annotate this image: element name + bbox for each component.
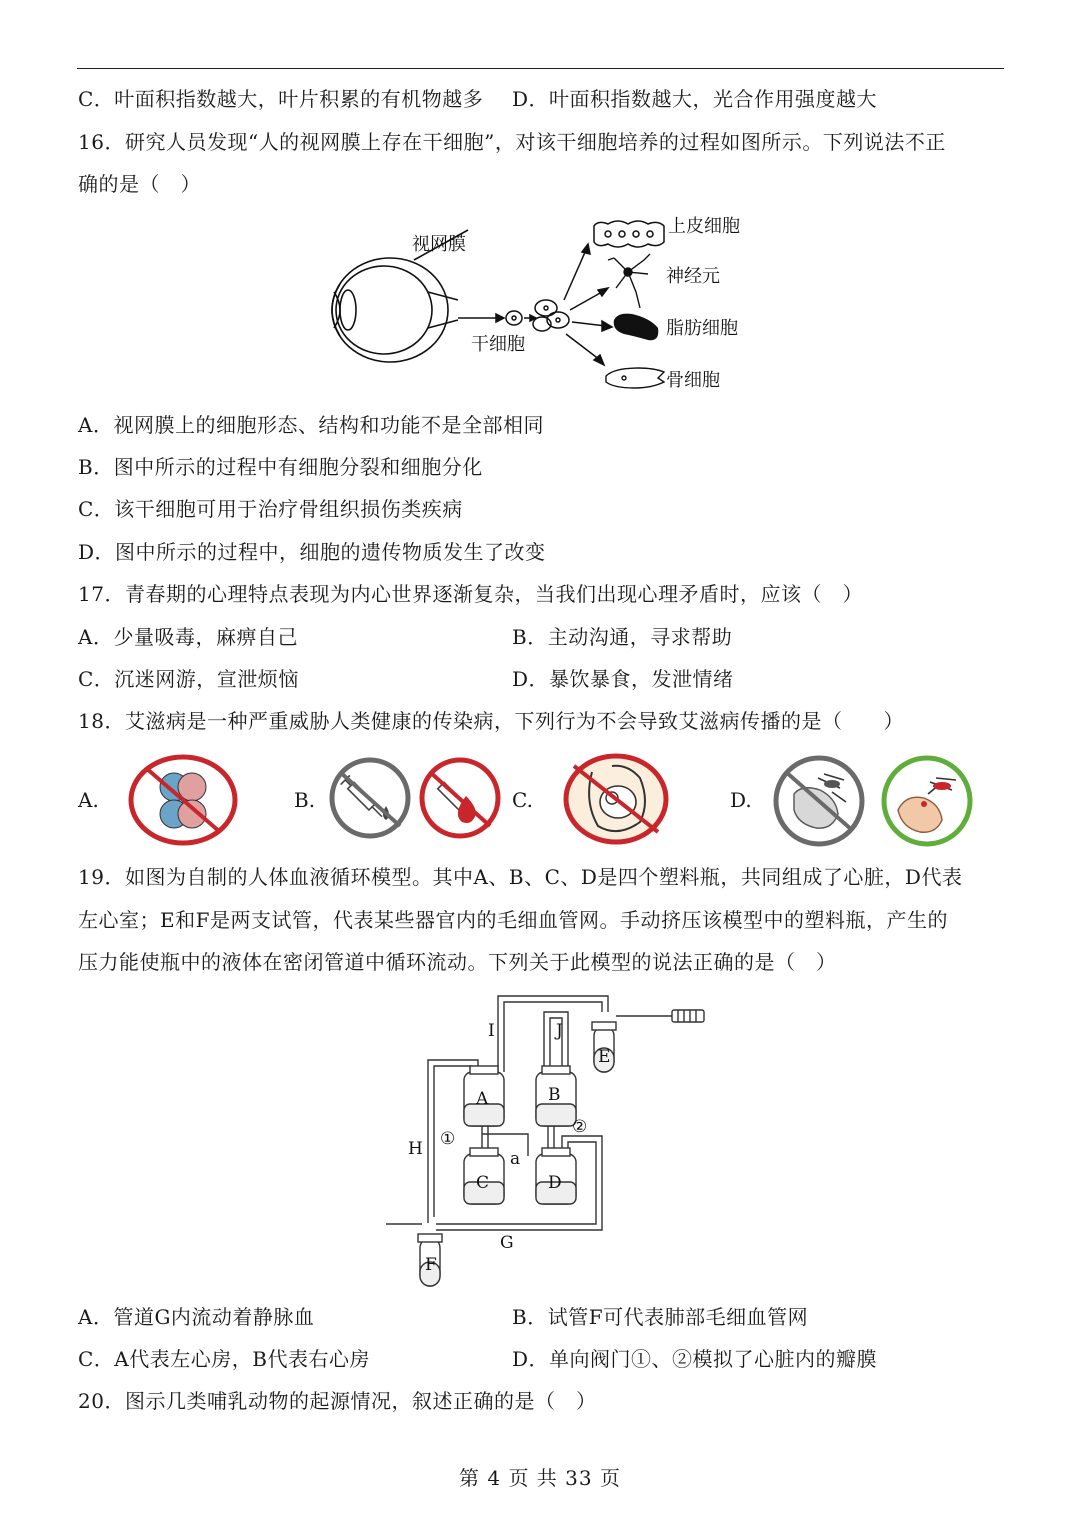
mother-to-child-icon [562,752,670,846]
bottle-d-label: D [548,1173,562,1193]
q16-stem-line1: 16．研究人员发现“人的视网膜上存在干细胞”，对该干细胞培养的过程如图所示。下列说法不正 [78,130,946,154]
page-footer: 第 4 页 共 33 页 [459,1466,621,1490]
q18-label-c: C. [512,788,533,812]
bottle-b-label: B [548,1085,561,1105]
circulation-model-figure [372,988,712,1294]
sexual-contact-icon [128,754,238,846]
q17-option-c: C．沉迷网游，宣泄烦恼 [78,667,299,691]
q16-option-b: B．图中所示的过程中有细胞分裂和细胞分化 [78,455,483,479]
q16-option-c: C．该干细胞可用于治疗骨组织损伤类疾病 [78,497,463,521]
epithelial-label: 上皮细胞 [668,216,740,237]
stem-cell-label: 干细胞 [471,334,525,355]
q19-option-c: C．A代表左心房，B代表右心房 [78,1347,370,1371]
epithelial-cell-icon [594,221,664,247]
pipe-j-label: J [556,1021,563,1041]
q16-option-a: A．视网膜上的细胞形态、结构和功能不是全部相同 [78,413,544,437]
q16-stem-line2: 确的是（ ） [78,172,201,196]
q15-option-c: C．叶面积指数越大，叶片积累的有机物越多 [78,87,484,111]
bottle-a-label: A [476,1089,489,1109]
header-rule [77,68,1004,69]
q15-option-d: D．叶面积指数越大，光合作用强度越大 [512,87,878,111]
bone-cell-label: 骨细胞 [666,370,720,391]
neuron-label: 神经元 [666,266,720,287]
q17-option-d: D．暴饮暴食，发泄情绪 [512,667,734,691]
bone-cell-icon [606,368,664,388]
valve-2-label: ② [572,1117,588,1137]
pipe-i-label: I [488,1021,495,1041]
q16-option-d: D．图中所示的过程中，细胞的遗传物质发生了改变 [78,540,546,564]
pipe-a-label: a [510,1149,521,1169]
syringe-icon [328,756,412,840]
mosquito-gray-icon [772,754,866,848]
bottle-c-label: C [476,1173,490,1193]
tube-e-label: E [598,1047,611,1067]
stem-cell-figure [318,200,768,405]
q17-option-a: A．少量吸毒，麻痹自己 [78,625,298,649]
q19-stem-line1: 19．如图为自制的人体血液循环模型。其中A、B、C、D是四个塑料瓶，共同组成了心脏，D代表 [78,865,963,889]
q18-label-b: B. [294,788,316,812]
q19-stem-line3: 压力能使瓶中的液体在密闭管道中循环流动。下列关于此模型的说法正确的是（ ） [78,950,837,974]
q18-label-d: D. [730,788,752,812]
q20-stem: 20．图示几类哺乳动物的起源情况，叙述正确的是（ ） [78,1389,597,1413]
q18-stem: 18．艾滋病是一种严重威胁人类健康的传染病，下列行为不会导致艾滋病传播的是（ ） [78,709,904,733]
q19-option-d: D．单向阀门①、②模拟了心脏内的瓣膜 [512,1347,878,1371]
q18-label-a: A. [78,788,99,812]
q17-stem: 17．青春期的心理特点表现为内心世界逐渐复杂，当我们出现心理矛盾时，应该（ ） [78,582,863,606]
valve-1-label: ① [440,1129,456,1149]
retina-label: 视网膜 [412,234,466,255]
q19-stem-line2: 左心室；E和F是两支试管，代表某些器官内的毛细血管网。手动挤压该模型中的塑料瓶，产生的 [78,908,948,932]
q17-option-b: B．主动沟通，寻求帮助 [512,625,733,649]
pipe-h-label: H [408,1139,423,1159]
tube-f-label: F [425,1255,437,1275]
pipe-g-label: G [500,1233,514,1253]
mosquito-green-icon [880,754,974,848]
blood-transfusion-icon [418,756,502,840]
neuron-icon [608,254,650,308]
q19-option-a: A．管道G内流动着静脉血 [78,1305,315,1329]
q19-option-b: B．试管F可代表肺部毛细血管网 [512,1305,809,1329]
fat-cell-icon [614,314,659,341]
fat-cell-label: 脂肪细胞 [666,318,738,339]
